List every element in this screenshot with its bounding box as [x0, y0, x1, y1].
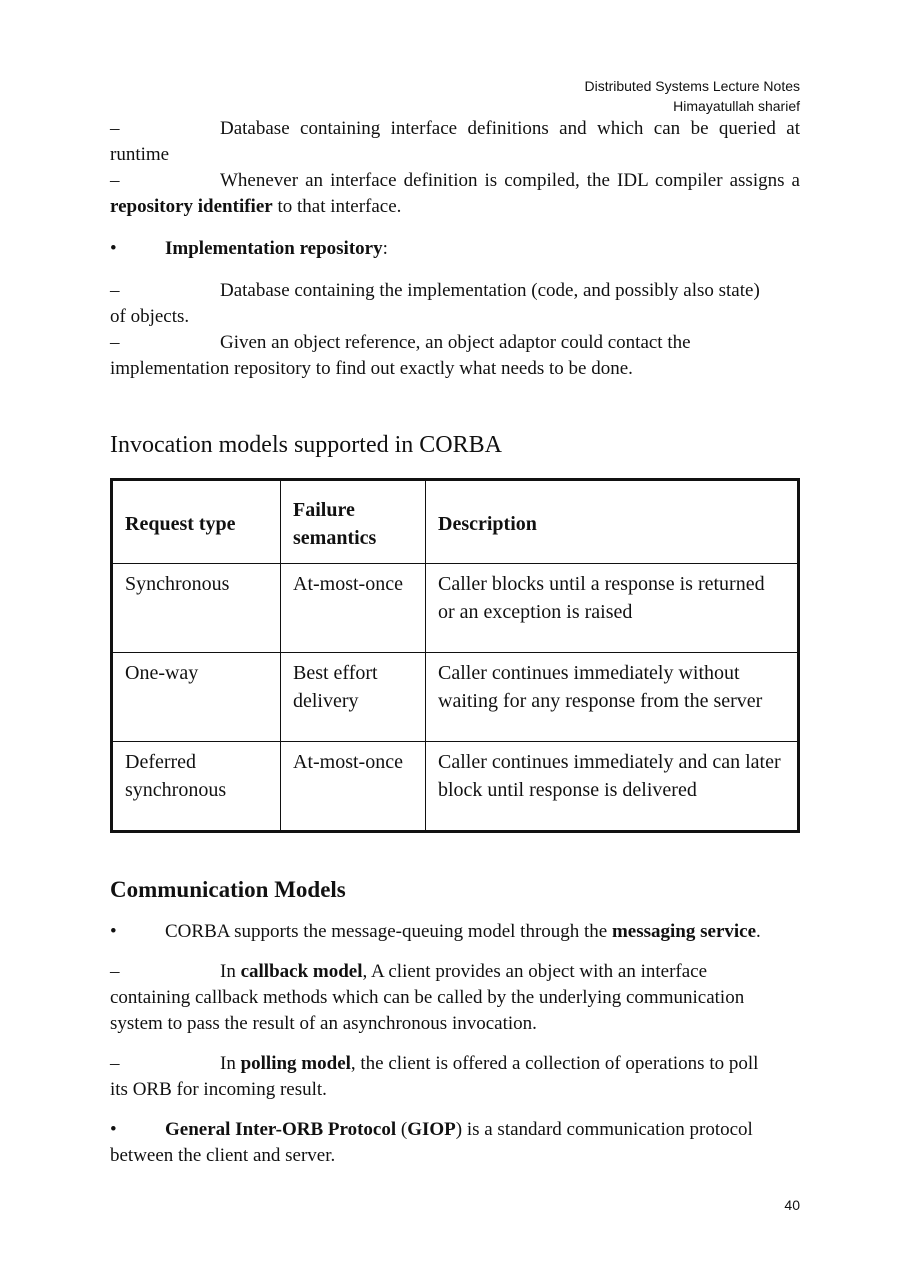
cell-description: Caller continues immediately and can later block until response is delivered	[426, 742, 799, 832]
page-content	[110, 116, 800, 1169]
cell-description: Caller blocks until a response is returned or an exception is raised	[426, 564, 799, 653]
cell-request-type: Synchronous	[112, 564, 281, 653]
table-row	[112, 742, 799, 832]
implementation-repository-point-1: – Database containing the implementation (code, and possibly also state) of objects.	[110, 280, 760, 327]
cell-description: Caller continues immediately without waiting for any response from the server	[426, 653, 799, 742]
page-number: 40	[784, 1197, 800, 1213]
bullet-marker: •	[110, 1119, 117, 1140]
cell-request-type: Deferred synchronous	[112, 742, 281, 832]
running-header	[584, 76, 800, 116]
invocation-models-table	[110, 478, 800, 833]
bullet-marker: •	[110, 238, 117, 259]
dash-marker: –	[110, 170, 120, 191]
header-description: Description	[426, 480, 799, 564]
table-header-row	[112, 480, 799, 564]
dash-marker: –	[110, 280, 120, 301]
cell-failure-semantics: At-most-once	[281, 564, 426, 653]
dash-marker: –	[110, 332, 120, 353]
messaging-service-bullet: • CORBA supports the message-queuing model through the messaging service.	[110, 919, 800, 945]
communication-models-title: Communication Models	[110, 877, 346, 902]
cell-request-type: One-way	[112, 653, 281, 742]
header-course-title: Distributed Systems Lecture Notes	[584, 78, 800, 94]
table-row	[112, 653, 799, 742]
dash-marker: –	[110, 118, 120, 139]
dash-marker: –	[110, 1053, 120, 1074]
interface-repository-point-1: – Database containing interface definitions and which can be queried at runtime	[110, 118, 800, 165]
header-request-type: Request type	[112, 480, 281, 564]
implementation-repository-point-2: – Given an object reference, an object adaptor could contact the implementation repository to find out exactly what needs to be done.	[110, 332, 691, 379]
cell-failure-semantics: Best effort delivery	[281, 653, 426, 742]
callback-model-point: – In callback model, A client provides an object with an interface containing callback methods which can be called by the underlying communication system to pass the result of an asynchronous invocation.	[110, 961, 745, 1034]
bullet-marker: •	[110, 921, 117, 942]
invocation-models-title: Invocation models supported in CORBA	[110, 432, 502, 458]
repository-identifier-term: repository identifier	[110, 196, 273, 217]
dash-marker: –	[110, 961, 120, 982]
header-author: Himayatullah sharief	[673, 98, 800, 114]
interface-repository-point-2: – Whenever an interface definition is compiled, the IDL compiler assigns a repository identifier to that interface.	[110, 170, 800, 217]
cell-failure-semantics: At-most-once	[281, 742, 426, 832]
table-row	[112, 564, 799, 653]
polling-model-point: – In polling model, the client is offered a collection of operations to poll its ORB for incoming result.	[110, 1053, 759, 1100]
header-failure-semantics: Failure semantics	[281, 480, 426, 564]
giop-bullet: • General Inter-ORB Protocol (GIOP) is a standard communication protocol between the client and server.	[110, 1119, 753, 1166]
implementation-repository-bullet: • Implementation repository:	[110, 236, 800, 262]
